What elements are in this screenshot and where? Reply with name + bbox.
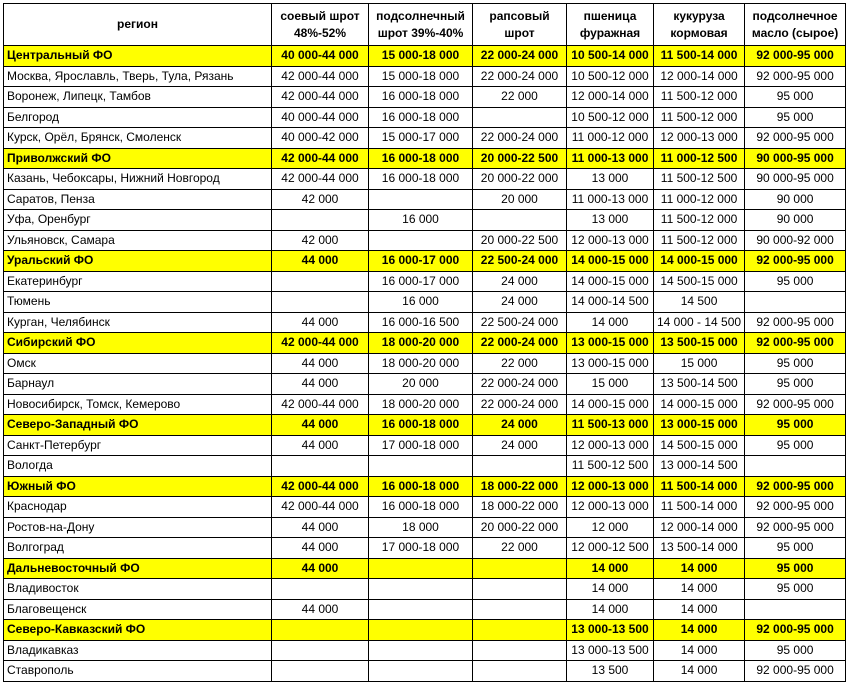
region-cell: Белгород [4, 107, 272, 128]
feed-wheat-cell: 13 000-13 500 [567, 640, 654, 661]
sunflower-meal-cell: 18 000-20 000 [369, 394, 473, 415]
feed-corn-cell: 12 000-13 000 [654, 128, 745, 149]
rapeseed-meal-cell [473, 640, 567, 661]
sunflower-oil-cell: 95 000 [745, 579, 846, 600]
sunflower-oil-cell: 95 000 [745, 271, 846, 292]
sunflower-meal-cell: 15 000-18 000 [369, 46, 473, 67]
feed-corn-cell: 14 000 [654, 661, 745, 682]
header-sunflower-oil: подсолнечное масло (сырое) [745, 4, 846, 46]
soy-meal-cell [272, 456, 369, 477]
region-cell: Казань, Чебоксары, Нижний Новгород [4, 169, 272, 190]
feed-corn-cell: 14 000 [654, 640, 745, 661]
table-row [4, 66, 846, 87]
sunflower-meal-cell: 16 000-18 000 [369, 107, 473, 128]
region-cell: Курск, Орёл, Брянск, Смоленск [4, 128, 272, 149]
table-row [4, 579, 846, 600]
region-cell: Москва, Ярославль, Тверь, Тула, Рязань [4, 66, 272, 87]
rapeseed-meal-cell: 22 000-24 000 [473, 128, 567, 149]
sunflower-meal-cell: 16 000-17 000 [369, 251, 473, 272]
soy-meal-cell: 42 000-44 000 [272, 169, 369, 190]
feed-corn-cell: 11 000-12 000 [654, 189, 745, 210]
soy-meal-cell: 42 000-44 000 [272, 476, 369, 497]
district-row [4, 476, 846, 497]
header-feed-corn: кукуруза кормовая [654, 4, 745, 46]
sunflower-meal-cell [369, 189, 473, 210]
region-cell: Курган, Челябинск [4, 312, 272, 333]
rapeseed-meal-cell [473, 579, 567, 600]
rapeseed-meal-cell: 24 000 [473, 292, 567, 313]
table-row [4, 87, 846, 108]
feed-wheat-cell: 11 500-12 500 [567, 456, 654, 477]
sunflower-oil-cell: 90 000 [745, 189, 846, 210]
sunflower-oil-cell: 95 000 [745, 558, 846, 579]
feed-corn-cell: 11 500-14 000 [654, 46, 745, 67]
feed-corn-cell: 13 500-15 000 [654, 333, 745, 354]
sunflower-oil-cell: 92 000-95 000 [745, 128, 846, 149]
rapeseed-meal-cell: 24 000 [473, 271, 567, 292]
sunflower-oil-cell: 95 000 [745, 107, 846, 128]
table-row [4, 107, 846, 128]
rapeseed-meal-cell: 18 000-22 000 [473, 476, 567, 497]
region-cell: Ульяновск, Самара [4, 230, 272, 251]
sunflower-oil-cell [745, 292, 846, 313]
sunflower-meal-cell: 18 000 [369, 517, 473, 538]
soy-meal-cell: 44 000 [272, 517, 369, 538]
rapeseed-meal-cell: 22 500-24 000 [473, 251, 567, 272]
sunflower-meal-cell: 18 000-20 000 [369, 333, 473, 354]
district-row [4, 251, 846, 272]
table-row [4, 599, 846, 620]
table-row [4, 230, 846, 251]
table-row [4, 169, 846, 190]
sunflower-meal-cell: 17 000-18 000 [369, 538, 473, 559]
sunflower-oil-cell: 95 000 [745, 538, 846, 559]
header-row [4, 4, 846, 46]
sunflower-oil-cell: 95 000 [745, 415, 846, 436]
feed-wheat-cell: 12 000-13 000 [567, 230, 654, 251]
sunflower-meal-cell [369, 579, 473, 600]
rapeseed-meal-cell: 22 000-24 000 [473, 394, 567, 415]
sunflower-meal-cell: 16 000-18 000 [369, 476, 473, 497]
sunflower-oil-cell: 90 000 [745, 210, 846, 231]
region-cell: Северо-Западный ФО [4, 415, 272, 436]
sunflower-meal-cell: 16 000 [369, 210, 473, 231]
feed-wheat-cell: 11 500-13 000 [567, 415, 654, 436]
rapeseed-meal-cell: 20 000-22 500 [473, 230, 567, 251]
sunflower-oil-cell: 90 000-92 000 [745, 230, 846, 251]
rapeseed-meal-cell: 22 000-24 000 [473, 46, 567, 67]
soy-meal-cell: 44 000 [272, 415, 369, 436]
sunflower-meal-cell: 16 000-18 000 [369, 148, 473, 169]
table-body [4, 46, 846, 682]
rapeseed-meal-cell: 22 000 [473, 353, 567, 374]
feed-wheat-cell: 10 500-12 000 [567, 66, 654, 87]
rapeseed-meal-cell [473, 620, 567, 641]
sunflower-oil-cell: 92 000-95 000 [745, 620, 846, 641]
district-row [4, 46, 846, 67]
feed-wheat-cell: 14 000 [567, 312, 654, 333]
region-cell: Екатеринбург [4, 271, 272, 292]
feed-corn-cell: 14 000 - 14 500 [654, 312, 745, 333]
soy-meal-cell: 44 000 [272, 599, 369, 620]
soy-meal-cell: 44 000 [272, 435, 369, 456]
table-row [4, 517, 846, 538]
sunflower-meal-cell: 18 000-20 000 [369, 353, 473, 374]
feed-wheat-cell: 14 000 [567, 579, 654, 600]
district-row [4, 333, 846, 354]
feed-wheat-cell: 13 000-15 000 [567, 333, 654, 354]
sunflower-oil-cell: 90 000-95 000 [745, 148, 846, 169]
rapeseed-meal-cell [473, 107, 567, 128]
table-row [4, 640, 846, 661]
feed-wheat-cell: 13 000 [567, 169, 654, 190]
feed-corn-cell: 11 500-12 000 [654, 107, 745, 128]
soy-meal-cell [272, 579, 369, 600]
rapeseed-meal-cell [473, 661, 567, 682]
soy-meal-cell: 44 000 [272, 353, 369, 374]
region-cell: Волгоград [4, 538, 272, 559]
soy-meal-cell: 44 000 [272, 374, 369, 395]
feed-corn-cell: 11 500-12 000 [654, 210, 745, 231]
region-cell: Ростов-на-Дону [4, 517, 272, 538]
rapeseed-meal-cell: 22 000 [473, 538, 567, 559]
rapeseed-meal-cell: 22 500-24 000 [473, 312, 567, 333]
rapeseed-meal-cell: 22 000-24 000 [473, 374, 567, 395]
feed-corn-cell: 14 000 [654, 579, 745, 600]
feed-wheat-cell: 10 500-14 000 [567, 46, 654, 67]
feed-wheat-cell: 14 000-15 000 [567, 271, 654, 292]
sunflower-oil-cell [745, 599, 846, 620]
rapeseed-meal-cell: 22 000-24 000 [473, 333, 567, 354]
rapeseed-meal-cell: 20 000-22 000 [473, 169, 567, 190]
feed-corn-cell: 11 500-14 000 [654, 476, 745, 497]
feed-wheat-cell: 12 000-13 000 [567, 497, 654, 518]
soy-meal-cell: 42 000-44 000 [272, 333, 369, 354]
rapeseed-meal-cell: 24 000 [473, 435, 567, 456]
sunflower-meal-cell [369, 620, 473, 641]
feed-wheat-cell: 13 000-13 500 [567, 620, 654, 641]
district-row [4, 558, 846, 579]
feed-corn-cell: 14 000-15 000 [654, 251, 745, 272]
rapeseed-meal-cell [473, 599, 567, 620]
district-row [4, 148, 846, 169]
region-cell: Ставрополь [4, 661, 272, 682]
sunflower-meal-cell: 16 000 [369, 292, 473, 313]
feed-corn-cell: 11 000-12 500 [654, 148, 745, 169]
feed-corn-cell: 13 000-14 500 [654, 456, 745, 477]
feed-corn-cell: 14 500 [654, 292, 745, 313]
soy-meal-cell: 44 000 [272, 558, 369, 579]
feed-wheat-cell: 11 000-13 000 [567, 189, 654, 210]
feed-corn-cell: 14 000 [654, 599, 745, 620]
sunflower-oil-cell: 90 000-95 000 [745, 169, 846, 190]
feed-wheat-cell: 12 000-13 000 [567, 435, 654, 456]
sunflower-meal-cell: 16 000-16 500 [369, 312, 473, 333]
sunflower-meal-cell [369, 230, 473, 251]
price-table [3, 3, 846, 682]
table-row [4, 374, 846, 395]
price-sheet [3, 3, 846, 682]
sunflower-oil-cell: 92 000-95 000 [745, 66, 846, 87]
feed-corn-cell: 14 000 [654, 620, 745, 641]
district-row [4, 415, 846, 436]
feed-corn-cell: 15 000 [654, 353, 745, 374]
header-region: регион [4, 4, 272, 46]
sunflower-meal-cell [369, 599, 473, 620]
sunflower-meal-cell: 16 000-18 000 [369, 497, 473, 518]
table-row [4, 435, 846, 456]
soy-meal-cell [272, 640, 369, 661]
feed-wheat-cell: 13 000-15 000 [567, 353, 654, 374]
region-cell: Северо-Кавказский ФО [4, 620, 272, 641]
feed-wheat-cell: 12 000-12 500 [567, 538, 654, 559]
soy-meal-cell [272, 271, 369, 292]
header-rapeseed-meal: рапсовый шрот [473, 4, 567, 46]
sunflower-meal-cell [369, 456, 473, 477]
rapeseed-meal-cell [473, 558, 567, 579]
rapeseed-meal-cell: 20 000-22 500 [473, 148, 567, 169]
feed-wheat-cell: 14 000 [567, 599, 654, 620]
soy-meal-cell: 42 000-44 000 [272, 497, 369, 518]
region-cell: Санкт-Петербург [4, 435, 272, 456]
region-cell: Благовещенск [4, 599, 272, 620]
soy-meal-cell: 44 000 [272, 538, 369, 559]
soy-meal-cell: 40 000-42 000 [272, 128, 369, 149]
table-row [4, 312, 846, 333]
region-cell: Омск [4, 353, 272, 374]
feed-corn-cell: 13 000-15 000 [654, 415, 745, 436]
table-row [4, 538, 846, 559]
sunflower-oil-cell: 92 000-95 000 [745, 46, 846, 67]
sunflower-oil-cell: 92 000-95 000 [745, 517, 846, 538]
sunflower-meal-cell: 15 000-18 000 [369, 66, 473, 87]
sunflower-oil-cell: 92 000-95 000 [745, 497, 846, 518]
sunflower-meal-cell: 20 000 [369, 374, 473, 395]
rapeseed-meal-cell: 20 000 [473, 189, 567, 210]
feed-wheat-cell: 14 000 [567, 558, 654, 579]
region-cell: Вологда [4, 456, 272, 477]
table-row [4, 353, 846, 374]
sunflower-oil-cell: 92 000-95 000 [745, 333, 846, 354]
sunflower-meal-cell: 16 000-18 000 [369, 169, 473, 190]
region-cell: Центральный ФО [4, 46, 272, 67]
feed-corn-cell: 12 000-14 000 [654, 66, 745, 87]
region-cell: Уральский ФО [4, 251, 272, 272]
sunflower-oil-cell: 95 000 [745, 87, 846, 108]
feed-corn-cell: 14 000-15 000 [654, 394, 745, 415]
rapeseed-meal-cell: 20 000-22 000 [473, 517, 567, 538]
soy-meal-cell [272, 210, 369, 231]
sunflower-meal-cell: 17 000-18 000 [369, 435, 473, 456]
sunflower-oil-cell: 95 000 [745, 374, 846, 395]
feed-corn-cell: 14 500-15 000 [654, 435, 745, 456]
soy-meal-cell: 42 000 [272, 189, 369, 210]
table-row [4, 394, 846, 415]
feed-wheat-cell: 14 000-15 000 [567, 251, 654, 272]
region-cell: Приволжский ФО [4, 148, 272, 169]
region-cell: Барнаул [4, 374, 272, 395]
feed-wheat-cell: 14 000-15 000 [567, 394, 654, 415]
sunflower-meal-cell: 16 000-18 000 [369, 87, 473, 108]
table-row [4, 210, 846, 231]
sunflower-oil-cell: 92 000-95 000 [745, 394, 846, 415]
sunflower-oil-cell [745, 456, 846, 477]
rapeseed-meal-cell [473, 210, 567, 231]
header-feed-wheat: пшеница фуражная [567, 4, 654, 46]
feed-corn-cell: 12 000-14 000 [654, 517, 745, 538]
rapeseed-meal-cell [473, 456, 567, 477]
region-cell: Саратов, Пенза [4, 189, 272, 210]
soy-meal-cell: 42 000-44 000 [272, 394, 369, 415]
soy-meal-cell: 42 000-44 000 [272, 148, 369, 169]
region-cell: Владивосток [4, 579, 272, 600]
feed-wheat-cell: 11 000-13 000 [567, 148, 654, 169]
region-cell: Краснодар [4, 497, 272, 518]
rapeseed-meal-cell: 22 000 [473, 87, 567, 108]
sunflower-oil-cell: 92 000-95 000 [745, 251, 846, 272]
soy-meal-cell: 40 000-44 000 [272, 107, 369, 128]
sunflower-meal-cell: 16 000-17 000 [369, 271, 473, 292]
region-cell: Тюмень [4, 292, 272, 313]
feed-corn-cell: 14 000 [654, 558, 745, 579]
sunflower-oil-cell: 95 000 [745, 353, 846, 374]
header-sunflower-meal: подсолнечный шрот 39%-40% [369, 4, 473, 46]
table-row [4, 661, 846, 682]
soy-meal-cell: 40 000-44 000 [272, 46, 369, 67]
region-cell: Воронеж, Липецк, Тамбов [4, 87, 272, 108]
sunflower-oil-cell: 95 000 [745, 435, 846, 456]
sunflower-oil-cell: 92 000-95 000 [745, 476, 846, 497]
soy-meal-cell: 42 000-44 000 [272, 87, 369, 108]
feed-wheat-cell: 12 000-14 000 [567, 87, 654, 108]
feed-wheat-cell: 13 500 [567, 661, 654, 682]
table-row [4, 128, 846, 149]
feed-corn-cell: 11 500-12 500 [654, 169, 745, 190]
table-row [4, 271, 846, 292]
soy-meal-cell: 42 000 [272, 230, 369, 251]
soy-meal-cell: 44 000 [272, 312, 369, 333]
feed-wheat-cell: 11 000-12 000 [567, 128, 654, 149]
feed-wheat-cell: 10 500-12 000 [567, 107, 654, 128]
feed-wheat-cell: 14 000-14 500 [567, 292, 654, 313]
rapeseed-meal-cell: 18 000-22 000 [473, 497, 567, 518]
sunflower-meal-cell [369, 558, 473, 579]
feed-corn-cell: 13 500-14 000 [654, 538, 745, 559]
region-cell: Дальневосточный ФО [4, 558, 272, 579]
feed-wheat-cell: 13 000 [567, 210, 654, 231]
header-soy-meal: соевый шрот 48%-52% [272, 4, 369, 46]
soy-meal-cell: 44 000 [272, 251, 369, 272]
feed-wheat-cell: 15 000 [567, 374, 654, 395]
rapeseed-meal-cell: 22 000-24 000 [473, 66, 567, 87]
feed-corn-cell: 11 500-12 000 [654, 230, 745, 251]
table-row [4, 292, 846, 313]
sunflower-meal-cell [369, 640, 473, 661]
feed-corn-cell: 14 500-15 000 [654, 271, 745, 292]
soy-meal-cell [272, 661, 369, 682]
table-row [4, 189, 846, 210]
sunflower-meal-cell: 15 000-17 000 [369, 128, 473, 149]
soy-meal-cell [272, 292, 369, 313]
feed-corn-cell: 11 500-14 000 [654, 497, 745, 518]
sunflower-oil-cell: 92 000-95 000 [745, 312, 846, 333]
region-cell: Сибирский ФО [4, 333, 272, 354]
sunflower-meal-cell: 16 000-18 000 [369, 415, 473, 436]
table-row [4, 456, 846, 477]
region-cell: Новосибирск, Томск, Кемерово [4, 394, 272, 415]
region-cell: Южный ФО [4, 476, 272, 497]
district-row [4, 620, 846, 641]
feed-wheat-cell: 12 000-13 000 [567, 476, 654, 497]
table-row [4, 497, 846, 518]
rapeseed-meal-cell: 24 000 [473, 415, 567, 436]
feed-corn-cell: 11 500-12 000 [654, 87, 745, 108]
feed-corn-cell: 13 500-14 500 [654, 374, 745, 395]
region-cell: Уфа, Оренбург [4, 210, 272, 231]
sunflower-oil-cell: 92 000-95 000 [745, 661, 846, 682]
region-cell: Владикавказ [4, 640, 272, 661]
feed-wheat-cell: 12 000 [567, 517, 654, 538]
soy-meal-cell: 42 000-44 000 [272, 66, 369, 87]
soy-meal-cell [272, 620, 369, 641]
sunflower-meal-cell [369, 661, 473, 682]
sunflower-oil-cell: 95 000 [745, 640, 846, 661]
